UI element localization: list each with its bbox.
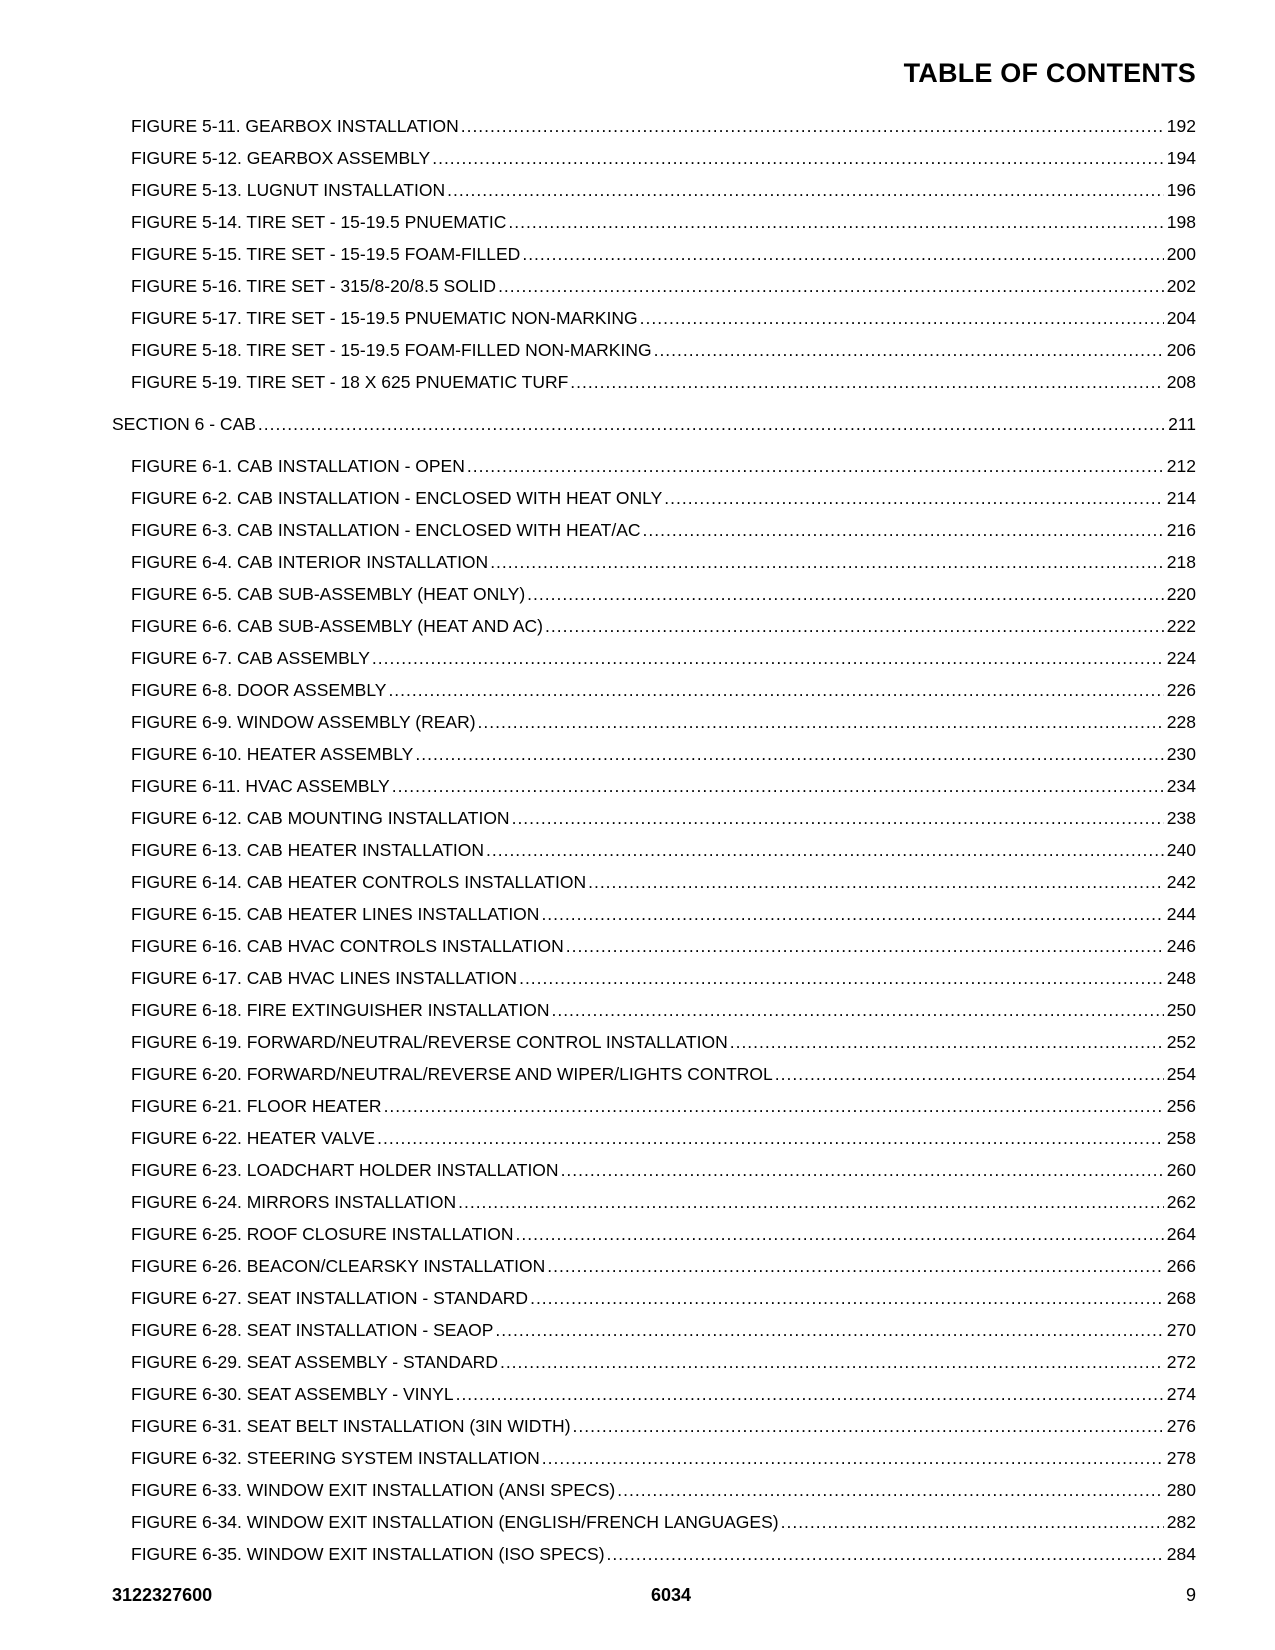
toc-entry-label: FIGURE 6-21. FLOOR HEATER xyxy=(131,1096,382,1116)
page-title: TABLE OF CONTENTS xyxy=(903,58,1196,88)
dot-leader xyxy=(486,834,1164,866)
toc-figure-entry[interactable] xyxy=(0,366,1275,398)
toc-figure-entry[interactable] xyxy=(0,302,1275,334)
footer-model-number: 6034 xyxy=(651,1585,692,1605)
toc-figure-entry[interactable] xyxy=(0,1442,1275,1474)
toc-figure-entry[interactable] xyxy=(0,238,1275,270)
toc-entry-page: 198 xyxy=(1166,212,1196,232)
toc-figure-entry[interactable] xyxy=(0,1410,1275,1442)
toc-entry-label: FIGURE 5-15. TIRE SET - 15-19.5 FOAM-FILLED xyxy=(131,244,521,264)
toc-entry-label: FIGURE 5-11. GEARBOX INSTALLATION xyxy=(131,116,459,136)
dot-leader xyxy=(498,270,1164,302)
toc-entry-page: 262 xyxy=(1166,1192,1196,1212)
dot-leader xyxy=(527,578,1164,610)
dot-leader xyxy=(372,642,1164,674)
toc-entry-label: FIGURE 5-12. GEARBOX ASSEMBLY xyxy=(131,148,431,168)
toc-entry-page: 216 xyxy=(1166,520,1196,540)
dot-leader xyxy=(458,1186,1164,1218)
toc-figure-entry[interactable] xyxy=(0,1122,1275,1154)
toc-list xyxy=(0,110,1275,1570)
toc-entry-label: FIGURE 5-17. TIRE SET - 15-19.5 PNUEMATIC NON-MARKING xyxy=(131,308,638,328)
toc-entry-label: FIGURE 5-13. LUGNUT INSTALLATION xyxy=(131,180,446,200)
dot-leader xyxy=(781,1506,1164,1538)
toc-entry-page: 266 xyxy=(1166,1256,1196,1276)
dot-leader xyxy=(643,514,1164,546)
toc-figure-entry[interactable] xyxy=(0,994,1275,1026)
toc-entry-page: 256 xyxy=(1166,1096,1196,1116)
toc-figure-entry[interactable] xyxy=(0,834,1275,866)
dot-leader xyxy=(561,1154,1164,1186)
dot-leader xyxy=(377,1122,1164,1154)
dot-leader xyxy=(456,1378,1164,1410)
toc-figure-entry[interactable] xyxy=(0,1218,1275,1250)
toc-figure-entry[interactable] xyxy=(0,174,1275,206)
dot-leader xyxy=(566,930,1164,962)
toc-figure-entry[interactable] xyxy=(0,578,1275,610)
toc-entry-label: FIGURE 5-18. TIRE SET - 15-19.5 FOAM-FILLED NON-MARKING xyxy=(131,340,652,360)
toc-entry-label: FIGURE 6-24. MIRRORS INSTALLATION xyxy=(131,1192,457,1212)
toc-entry-label: FIGURE 6-15. CAB HEATER LINES INSTALLATION xyxy=(131,904,540,924)
toc-entry-label: FIGURE 6-18. FIRE EXTINGUISHER INSTALLATION xyxy=(131,1000,550,1020)
toc-entry-label: FIGURE 6-35. WINDOW EXIT INSTALLATION (ISO SPECS) xyxy=(131,1544,605,1564)
toc-entry-label: FIGURE 6-16. CAB HVAC CONTROLS INSTALLATION xyxy=(131,936,564,956)
toc-section-entry[interactable] xyxy=(0,408,1275,440)
toc-entry-label: FIGURE 6-23. LOADCHART HOLDER INSTALLATION xyxy=(131,1160,559,1180)
toc-entry-page: 242 xyxy=(1166,872,1196,892)
toc-entry-label: FIGURE 6-34. WINDOW EXIT INSTALLATION (ENGLISH/FRENCH LANGUAGES) xyxy=(131,1512,779,1532)
toc-entry-page: 268 xyxy=(1166,1288,1196,1308)
dot-leader xyxy=(570,366,1164,398)
toc-entry-page: 274 xyxy=(1166,1384,1196,1404)
toc-figure-entry[interactable] xyxy=(0,738,1275,770)
toc-entry-page: 280 xyxy=(1166,1480,1196,1500)
toc-figure-entry[interactable] xyxy=(0,270,1275,302)
toc-entry-page: 218 xyxy=(1166,552,1196,572)
toc-entry-page: 248 xyxy=(1166,968,1196,988)
toc-entry-page: 284 xyxy=(1166,1544,1196,1564)
toc-figure-entry[interactable] xyxy=(0,110,1275,142)
toc-figure-entry[interactable] xyxy=(0,1378,1275,1410)
toc-figure-entry[interactable] xyxy=(0,1186,1275,1218)
toc-entry-page: 192 xyxy=(1166,116,1196,136)
dot-leader xyxy=(432,142,1164,174)
toc-entry-page: 238 xyxy=(1166,808,1196,828)
toc-entry-label: FIGURE 5-14. TIRE SET - 15-19.5 PNUEMATIC xyxy=(131,212,507,232)
toc-entry-label: FIGURE 6-26. BEACON/CLEARSKY INSTALLATION xyxy=(131,1256,546,1276)
toc-entry-page: 206 xyxy=(1166,340,1196,360)
toc-entry-page: 222 xyxy=(1166,616,1196,636)
toc-entry-page: 258 xyxy=(1166,1128,1196,1148)
toc-entry-page: 212 xyxy=(1166,456,1196,476)
footer-document-number: 3122327600 xyxy=(112,1585,213,1605)
dot-leader xyxy=(478,706,1164,738)
dot-leader xyxy=(461,110,1164,142)
toc-entry-page: 250 xyxy=(1166,1000,1196,1020)
toc-entry-page: 234 xyxy=(1166,776,1196,796)
toc-entry-page: 211 xyxy=(1168,414,1196,434)
toc-entry-page: 272 xyxy=(1166,1352,1196,1372)
dot-leader xyxy=(664,482,1164,514)
dot-leader xyxy=(542,1442,1164,1474)
toc-figure-entry[interactable] xyxy=(0,674,1275,706)
toc-entry-page: 276 xyxy=(1166,1416,1196,1436)
dot-leader xyxy=(447,174,1164,206)
toc-figure-entry[interactable] xyxy=(0,334,1275,366)
dot-leader xyxy=(573,1410,1164,1442)
dot-leader xyxy=(519,962,1164,994)
toc-entry-page: 264 xyxy=(1166,1224,1196,1244)
toc-entry-page: 244 xyxy=(1166,904,1196,924)
toc-figure-entry[interactable] xyxy=(0,930,1275,962)
toc-entry-label: FIGURE 6-14. CAB HEATER CONTROLS INSTALLATION xyxy=(131,872,587,892)
dot-leader xyxy=(640,302,1164,334)
toc-entry-label: FIGURE 6-20. FORWARD/NEUTRAL/REVERSE AND WIPER/LIGHTS CONTROL xyxy=(131,1064,773,1084)
toc-figure-entry[interactable] xyxy=(0,1154,1275,1186)
toc-entry-page: 202 xyxy=(1166,276,1196,296)
toc-entry-label: FIGURE 6-8. DOOR ASSEMBLY xyxy=(131,680,387,700)
dot-leader xyxy=(515,1218,1163,1250)
toc-entry-page: 240 xyxy=(1166,840,1196,860)
toc-figure-entry[interactable] xyxy=(0,1506,1275,1538)
dot-leader xyxy=(392,770,1164,802)
toc-entry-label: FIGURE 6-28. SEAT INSTALLATION - SEAOP xyxy=(131,1320,494,1340)
dot-leader xyxy=(508,206,1163,238)
toc-figure-entry[interactable] xyxy=(0,546,1275,578)
dot-leader xyxy=(490,546,1164,578)
toc-figure-entry[interactable] xyxy=(0,1346,1275,1378)
toc-entry-label: FIGURE 6-10. HEATER ASSEMBLY xyxy=(131,744,414,764)
dot-leader xyxy=(384,1090,1164,1122)
toc-entry-page: 200 xyxy=(1166,244,1196,264)
toc-figure-entry[interactable] xyxy=(0,802,1275,834)
footer-page-number: 9 xyxy=(1185,1585,1196,1605)
dot-leader xyxy=(775,1058,1164,1090)
toc-entry-label: FIGURE 6-1. CAB INSTALLATION - OPEN xyxy=(131,456,465,476)
toc-entry-page: 246 xyxy=(1166,936,1196,956)
dot-leader xyxy=(730,1026,1164,1058)
dot-leader xyxy=(495,1314,1163,1346)
toc-entry-page: 282 xyxy=(1166,1512,1196,1532)
toc-entry-label: FIGURE 6-29. SEAT ASSEMBLY - STANDARD xyxy=(131,1352,498,1372)
toc-figure-entry[interactable] xyxy=(0,866,1275,898)
toc-entry-page: 194 xyxy=(1166,148,1196,168)
toc-figure-entry[interactable] xyxy=(0,1058,1275,1090)
toc-entry-page: 254 xyxy=(1166,1064,1196,1084)
dot-leader xyxy=(388,674,1163,706)
toc-figure-entry[interactable] xyxy=(0,514,1275,546)
toc-entry-page: 208 xyxy=(1166,372,1196,392)
dot-leader xyxy=(547,1250,1164,1282)
dot-leader xyxy=(530,1282,1164,1314)
dot-leader xyxy=(588,866,1164,898)
toc-entry-label: FIGURE 6-19. FORWARD/NEUTRAL/REVERSE CONTROL INSTALLATION xyxy=(131,1032,728,1052)
toc-figure-entry[interactable] xyxy=(0,1314,1275,1346)
toc-entry-label: FIGURE 6-5. CAB SUB-ASSEMBLY (HEAT ONLY) xyxy=(131,584,526,604)
toc-entry-label: FIGURE 6-13. CAB HEATER INSTALLATION xyxy=(131,840,484,860)
dot-leader xyxy=(541,898,1163,930)
toc-figure-entry[interactable] xyxy=(0,1538,1275,1570)
toc-figure-entry[interactable] xyxy=(0,1282,1275,1314)
toc-figure-entry[interactable] xyxy=(0,770,1275,802)
page-footer xyxy=(0,1585,1275,1615)
dot-leader xyxy=(512,802,1164,834)
toc-entry-label: FIGURE 6-3. CAB INSTALLATION - ENCLOSED WITH HEAT/AC xyxy=(131,520,641,540)
toc-figure-entry[interactable] xyxy=(0,898,1275,930)
toc-entry-label: FIGURE 6-25. ROOF CLOSURE INSTALLATION xyxy=(131,1224,514,1244)
toc-entry-label: FIGURE 6-33. WINDOW EXIT INSTALLATION (ANSI SPECS) xyxy=(131,1480,616,1500)
toc-figure-entry[interactable] xyxy=(0,642,1275,674)
toc-entry-label: FIGURE 6-4. CAB INTERIOR INSTALLATION xyxy=(131,552,489,572)
dot-leader xyxy=(545,610,1164,642)
toc-figure-entry[interactable] xyxy=(0,1474,1275,1506)
dot-leader xyxy=(467,450,1164,482)
toc-entry-page: 214 xyxy=(1166,488,1196,508)
toc-entry-label: FIGURE 5-16. TIRE SET - 315/8-20/8.5 SOLID xyxy=(131,276,497,296)
dot-leader xyxy=(654,334,1164,366)
toc-entry-label: FIGURE 5-19. TIRE SET - 18 X 625 PNUEMATIC TURF xyxy=(131,372,569,392)
toc-figure-entry[interactable] xyxy=(0,706,1275,738)
toc-figure-entry[interactable] xyxy=(0,206,1275,238)
dot-leader xyxy=(617,1474,1164,1506)
toc-entry-label: FIGURE 6-11. HVAC ASSEMBLY xyxy=(131,776,390,796)
dot-leader xyxy=(522,238,1163,270)
toc-entry-page: 220 xyxy=(1166,584,1196,604)
dot-leader xyxy=(607,1538,1164,1570)
toc-entry-label: FIGURE 6-30. SEAT ASSEMBLY - VINYL xyxy=(131,1384,454,1404)
toc-entry-label: FIGURE 6-6. CAB SUB-ASSEMBLY (HEAT AND AC) xyxy=(131,616,544,636)
toc-figure-entry[interactable] xyxy=(0,1026,1275,1058)
dot-leader xyxy=(500,1346,1164,1378)
toc-entry-label: FIGURE 6-32. STEERING SYSTEM INSTALLATION xyxy=(131,1448,540,1468)
toc-entry-page: 196 xyxy=(1166,180,1196,200)
toc-entry-label: FIGURE 6-22. HEATER VALVE xyxy=(131,1128,376,1148)
toc-entry-label: FIGURE 6-17. CAB HVAC LINES INSTALLATION xyxy=(131,968,518,988)
toc-figure-entry[interactable] xyxy=(0,450,1275,482)
toc-entry-label: FIGURE 6-12. CAB MOUNTING INSTALLATION xyxy=(131,808,510,828)
toc-entry-page: 278 xyxy=(1166,1448,1196,1468)
toc-entry-label: FIGURE 6-27. SEAT INSTALLATION - STANDARD xyxy=(131,1288,529,1308)
toc-figure-entry[interactable] xyxy=(0,482,1275,514)
toc-figure-entry[interactable] xyxy=(0,1250,1275,1282)
toc-figure-entry[interactable] xyxy=(0,610,1275,642)
dot-leader xyxy=(415,738,1163,770)
toc-entry-page: 204 xyxy=(1166,308,1196,328)
toc-entry-page: 260 xyxy=(1166,1160,1196,1180)
toc-figure-entry[interactable] xyxy=(0,142,1275,174)
toc-entry-label: FIGURE 6-2. CAB INSTALLATION - ENCLOSED WITH HEAT ONLY xyxy=(131,488,663,508)
toc-entry-page: 224 xyxy=(1166,648,1196,668)
toc-entry-label: FIGURE 6-7. CAB ASSEMBLY xyxy=(131,648,370,668)
toc-entry-label: SECTION 6 - CAB xyxy=(112,414,256,434)
toc-entry-page: 270 xyxy=(1166,1320,1196,1340)
dot-leader xyxy=(258,408,1165,440)
toc-figure-entry[interactable] xyxy=(0,1090,1275,1122)
toc-entry-page: 228 xyxy=(1166,712,1196,732)
toc-entry-label: FIGURE 6-9. WINDOW ASSEMBLY (REAR) xyxy=(131,712,476,732)
toc-entry-label: FIGURE 6-31. SEAT BELT INSTALLATION (3IN WIDTH) xyxy=(131,1416,571,1436)
toc-entry-page: 252 xyxy=(1166,1032,1196,1052)
toc-figure-entry[interactable] xyxy=(0,962,1275,994)
toc-entry-page: 230 xyxy=(1166,744,1196,764)
toc-entry-page: 226 xyxy=(1166,680,1196,700)
dot-leader xyxy=(551,994,1163,1026)
